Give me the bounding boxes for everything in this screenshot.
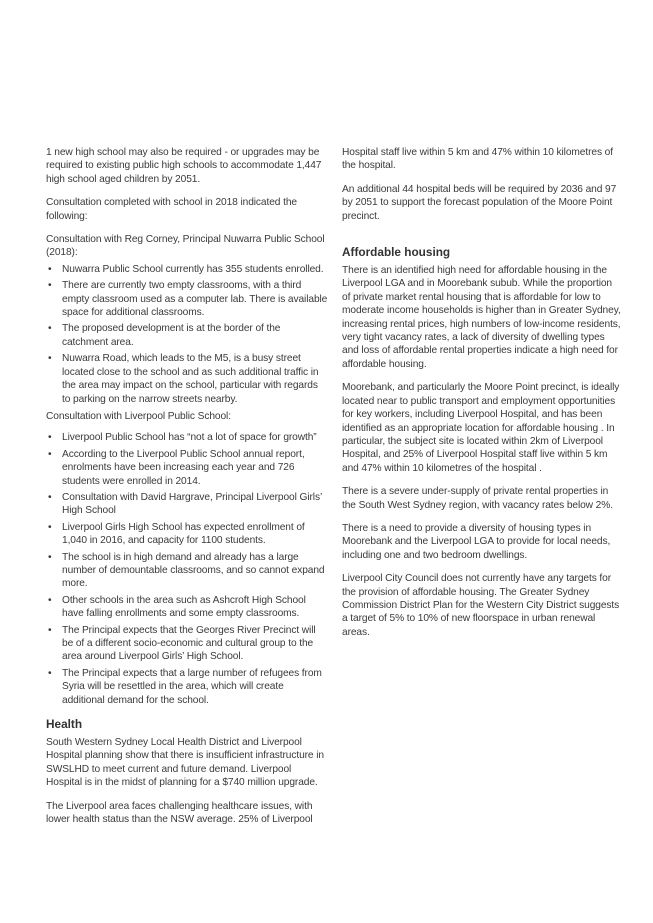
consultation-nuwarra-heading: Consultation with Reg Corney, Principal Nuwarra Public School (2018):	[46, 234, 325, 259]
affordable-housing-heading: Affordable housing	[342, 245, 451, 260]
list-item: • According to the Liverpool Public School annual report, enrolments have been increasing each year and 726 students were enrolled in 2014.	[46, 448, 328, 488]
list-item: • Consultation with David Hargrave, Principal Liverpool Girls’ High School	[46, 491, 328, 518]
list-item: • The Principal expects that a large number of refugees from Syria will be resettled in the area, which will create additional demand for the school.	[46, 667, 328, 707]
schools-paragraph: 1 new high school may also be required - or upgrades may be required to existing public high schools to accommodate 1,447 high school aged children by 2051.	[46, 147, 322, 185]
hospital-staff-paragraph: Hospital staff live within 5 km and 47% within 10 kilometres of the hospital.	[342, 147, 613, 172]
list-item: • The proposed development is at the border of the catchment area.	[46, 322, 328, 349]
consultation-liverpool-heading: Consultation with Liverpool Public School:	[46, 410, 231, 422]
housing-paragraph-2: Moorebank, and particularly the Moore Point precinct, is ideally located near to public transport and employment opportunities for key workers, including Liverpool Hospital, and has been identified as an appropriate location for affordable housing . In particular, the subject site is located within 2km of Liverpool Hospital, and 25% of Liverpool Hospital staff live within 5 km and 47% within 10 kilometres of the hospital .	[342, 382, 620, 474]
housing-paragraph-1: There is an identified high need for affordable housing in the Liverpool LGA and in Moorebank subub. While the proportion of private market rental housing that is affordable for low to moderate income households is higher than in Greater Sydney, increasing rental prices, high numbers of low-income residents, very tight vacancy rates, a lack of diversity of dwelling types and loss of affordable rental properties indicate a high need for affordable housing.	[342, 265, 621, 370]
list-item: • Other schools in the area such as Ashcroft High School have falling enrollments and some empty classrooms.	[46, 594, 328, 621]
liverpool-list	[46, 431, 328, 707]
housing-paragraph-5: Liverpool City Council does not currently have any targets for the provision of affordable housing. The Greater Sydney Commission District Plan for the Western City District suggests a target of 5% to 10% of new floorspace in urban renewal areas.	[342, 573, 620, 638]
list-item: • The school is in high demand and already has a large number of demountable classrooms, and so cannot expand more.	[46, 551, 328, 591]
list-item: • Nuwarra Road, which leads to the M5, is a busy street located close to the school and as such additional traffic in the area may impact on the school, particular with regards to parking on the narrow streets nearby.	[46, 352, 328, 406]
consultation-intro: Consultation completed with school in 2018 indicated the following:	[46, 197, 297, 222]
left-column	[46, 146, 328, 836]
list-item: • Liverpool Girls High School has expected enrollment of 1,040 in 2016, and capacity for 1100 students.	[46, 521, 328, 548]
list-item: • Nuwarra Public School currently has 355 students enrolled.	[46, 263, 328, 276]
housing-paragraph-3: There is a severe under-supply of private rental properties in the South West Sydney region, with vacancy rates below 2%.	[342, 486, 613, 511]
health-heading: Health	[46, 717, 83, 732]
list-item: • Liverpool Public School has “not a lot of space for growth”	[46, 431, 328, 444]
right-column	[342, 146, 621, 649]
list-item: • The Principal expects that the Georges River Precinct will be of a different socio-economic and cultural group to the area around Liverpool Girls’ High School.	[46, 624, 328, 664]
health-paragraph-1: South Western Sydney Local Health District and Liverpool Hospital planning show that there is insufficient infrastructure in SWSLHD to meet current and future demand. Liverpool Hospital is in the midst of planning for a $740 million upgrade.	[46, 737, 324, 789]
health-paragraph-2: The Liverpool area faces challenging healthcare issues, with lower health status than the NSW average. 25% of Liverpool	[46, 800, 313, 826]
list-item: • There are currently two empty classrooms, with a third empty classroom used as a computer lab. There is available space for additional classrooms.	[46, 279, 328, 319]
nuwarra-list	[46, 263, 328, 406]
hospital-beds-paragraph: An additional 44 hospital beds will be required by 2036 and 97 by 2051 to support the forecast population of the Moore Point precinct.	[342, 183, 617, 222]
housing-paragraph-4: There is a need to provide a diversity of housing types in Moorebank and the Liverpool LGA to provide for local needs, including one and two bedroom dwellings.	[342, 522, 611, 561]
